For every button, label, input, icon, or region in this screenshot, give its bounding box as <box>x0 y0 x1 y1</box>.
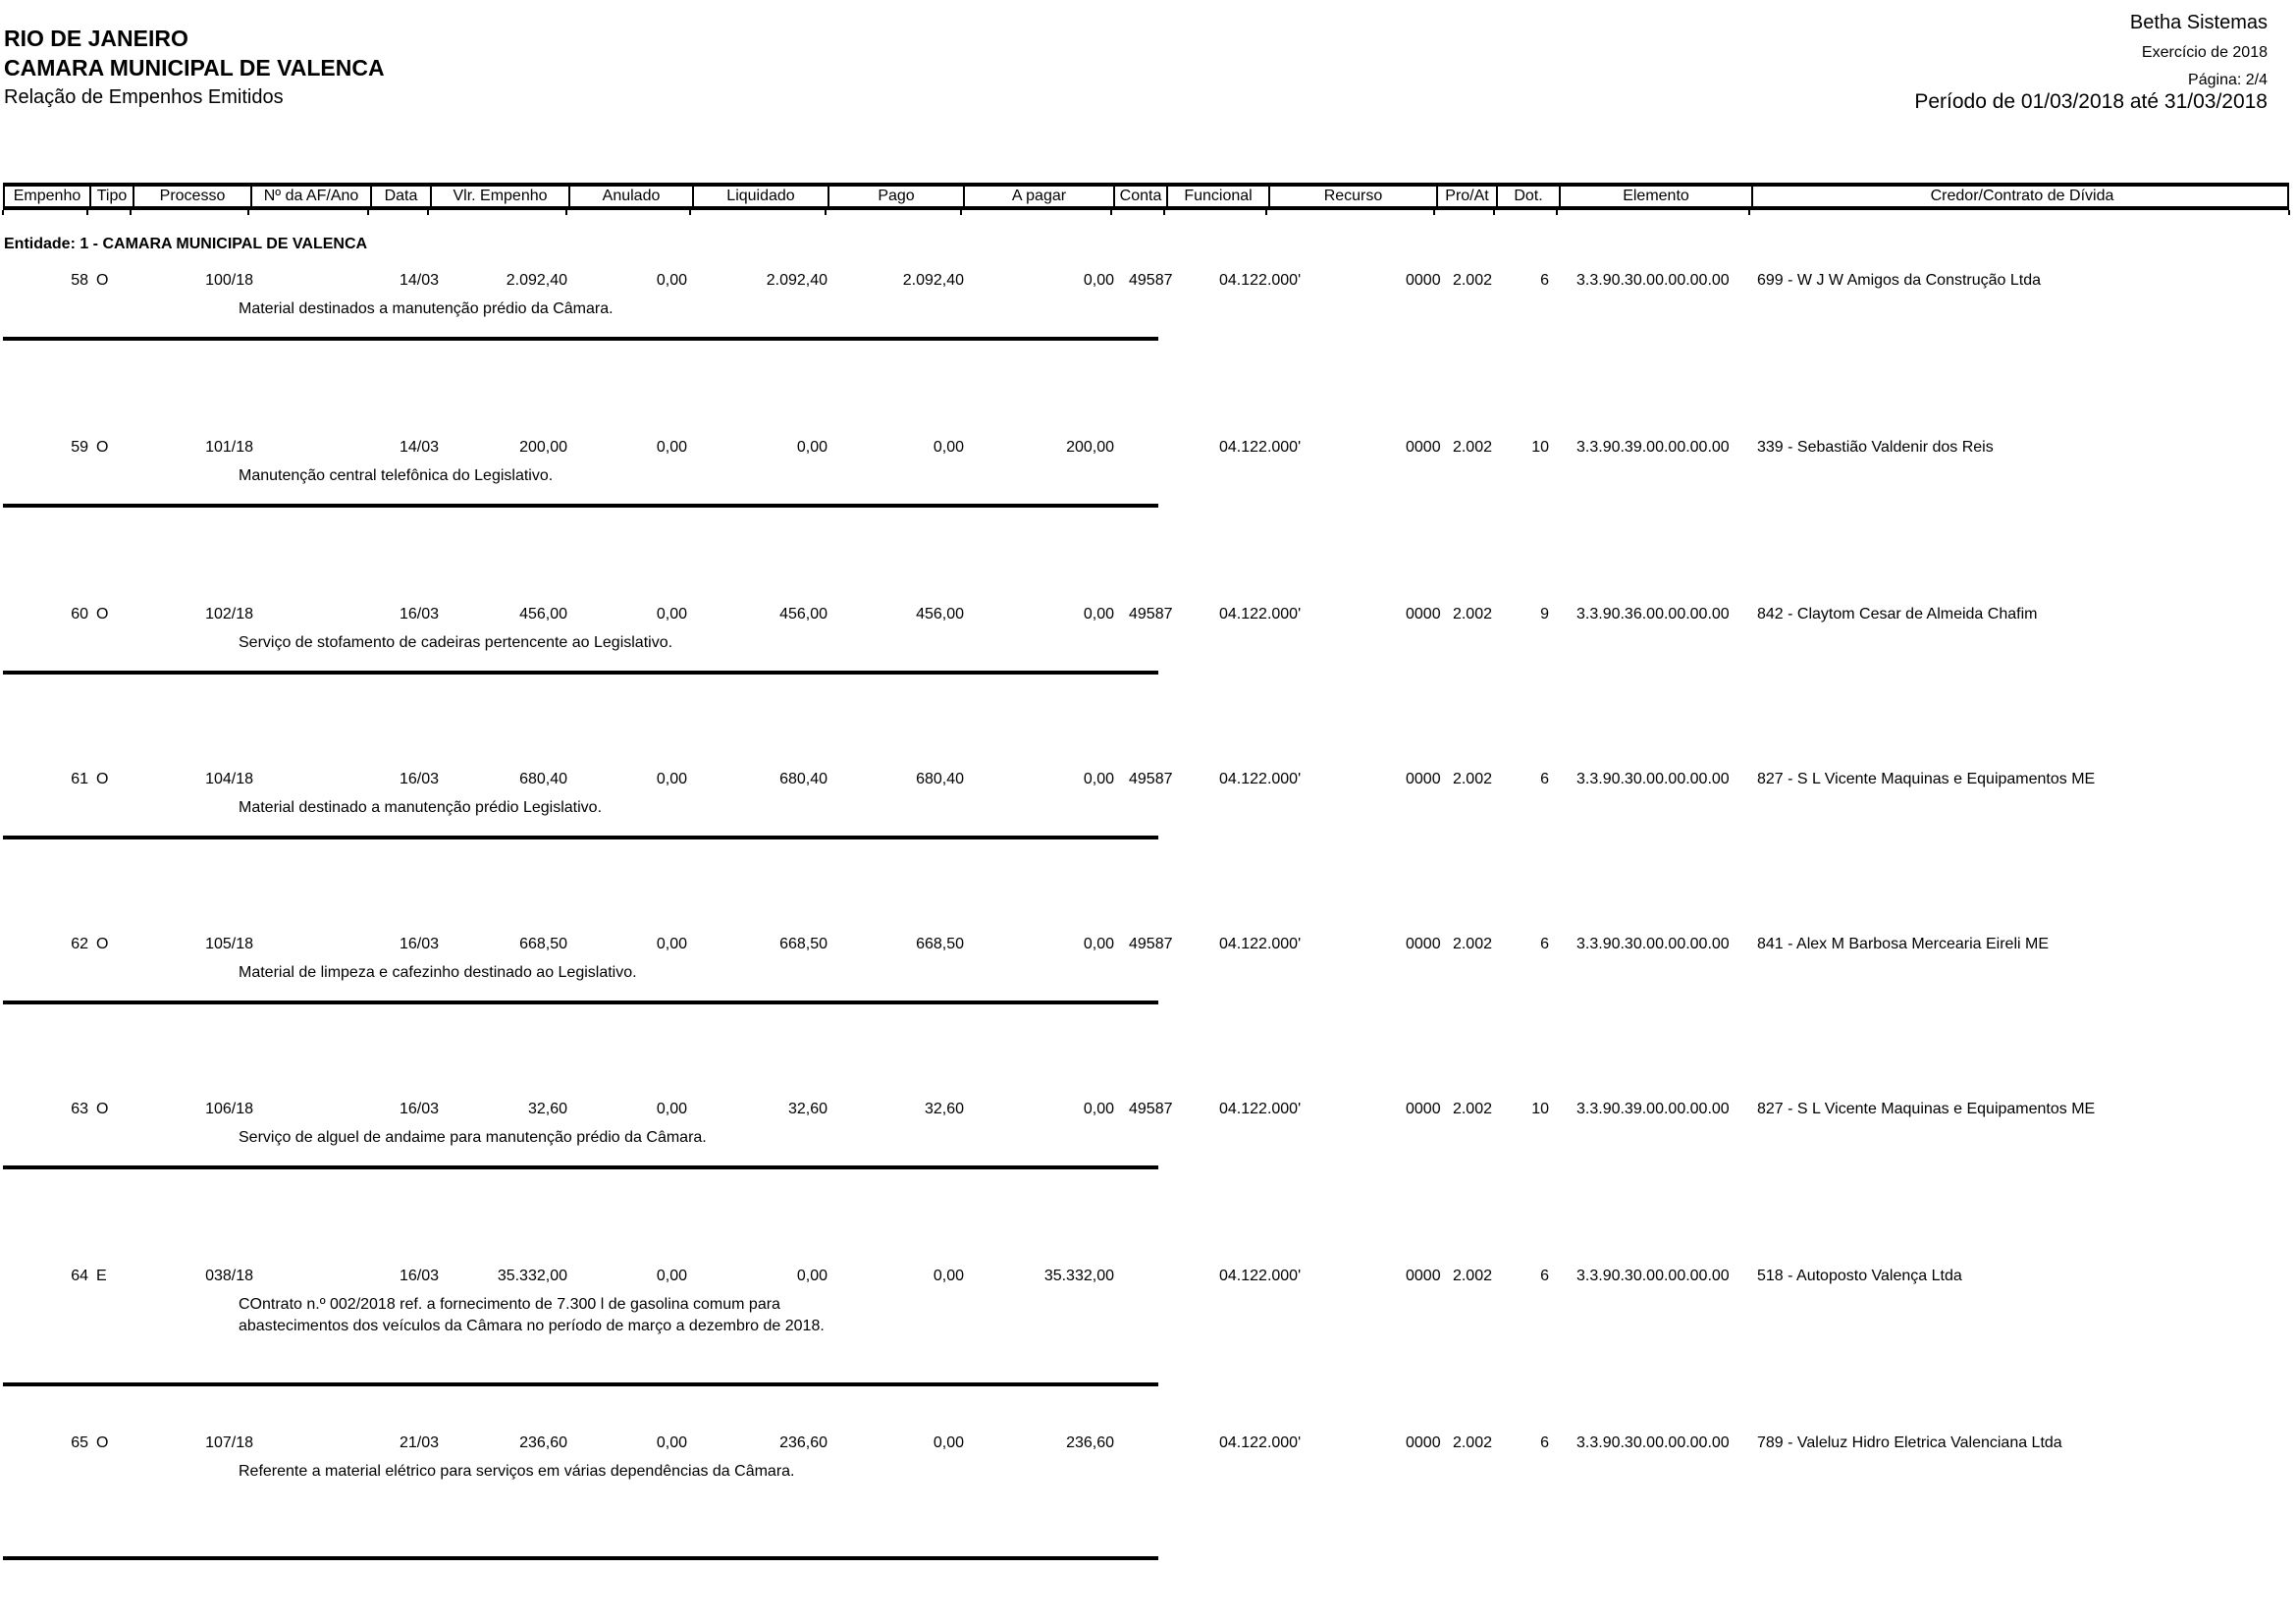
row-description: COntrato n.º 002/2018 ref. a fornecimento de 7.300 l de gasolina comum para abastecimentos dos veículos da Câmara no período de março a dezembro de 2018. <box>239 1296 825 1334</box>
column-tick <box>1433 210 1435 215</box>
exercise-label: Exercício de 2018 <box>2141 44 2268 61</box>
cell-tipo: O <box>96 771 109 787</box>
vendor-name: Betha Sistemas <box>2129 12 2268 33</box>
column-header-2: Tipo <box>89 187 133 206</box>
column-header-1: Empenho <box>13 188 81 204</box>
cell-elemento: 3.3.90.30.00.00.00.00 <box>1576 771 1730 787</box>
cell-tipo: E <box>96 1268 107 1284</box>
cell-processo: 104/18 <box>205 771 253 787</box>
cell-liquidado: 0,00 <box>796 1268 828 1284</box>
column-tick <box>1493 210 1495 215</box>
row-separator-line <box>3 1001 1158 1004</box>
cell-recurso: 0000 <box>1406 606 1441 622</box>
cell-funcional: 04.122.000' <box>1219 272 1302 289</box>
cell-anulado: 0,00 <box>656 606 687 622</box>
column-tick <box>565 210 567 215</box>
cell-pago: 2.092,40 <box>902 272 964 289</box>
page-number: Página: 2/4 <box>2188 72 2268 88</box>
cell-vlr_empenho: 236,60 <box>519 1434 567 1451</box>
cell-pago: 456,00 <box>916 606 964 622</box>
table-row <box>0 1100 2296 1169</box>
cell-data: 14/03 <box>399 439 439 456</box>
row-description: Material de limpeza e cafezinho destinado ao Legislativo. <box>239 964 637 981</box>
cell-credor: 841 - Alex M Barbosa Mercearia Eireli ME <box>1757 936 2049 952</box>
cell-data: 16/03 <box>399 606 439 622</box>
cell-tipo: O <box>96 936 109 952</box>
column-tick <box>367 210 369 215</box>
cell-tipo: O <box>96 272 109 289</box>
cell-dot: 10 <box>1531 439 1549 456</box>
cell-tipo: O <box>96 606 109 622</box>
cell-a_pagar: 0,00 <box>1083 771 1114 787</box>
cell-a_pagar: 0,00 <box>1083 936 1114 952</box>
cell-empenho: 59 <box>71 439 88 456</box>
cell-a_pagar: 35.332,00 <box>1043 1268 1114 1284</box>
cell-credor: 827 - S L Vicente Maquinas e Equipamentos ME <box>1757 1101 2096 1117</box>
table-row <box>0 1434 2296 1560</box>
state-name: RIO DE JANEIRO <box>4 26 188 51</box>
cell-pago: 32,60 <box>924 1101 964 1117</box>
cell-a_pagar: 200,00 <box>1066 439 1114 456</box>
row-description: Serviço de stofamento de cadeiras pertencente ao Legislativo. <box>239 634 673 651</box>
cell-funcional: 04.122.000' <box>1219 439 1302 456</box>
cell-pro_at: 2.002 <box>1452 439 1492 456</box>
cell-elemento: 3.3.90.39.00.00.00.00 <box>1576 1101 1730 1117</box>
cell-elemento: 3.3.90.39.00.00.00.00 <box>1576 439 1730 456</box>
cell-funcional: 04.122.000' <box>1219 936 1302 952</box>
cell-a_pagar: 0,00 <box>1083 272 1114 289</box>
cell-recurso: 0000 <box>1406 1434 1441 1451</box>
cell-elemento: 3.3.90.30.00.00.00.00 <box>1576 936 1730 952</box>
cell-conta: 49587 <box>1129 771 1173 787</box>
cell-vlr_empenho: 35.332,00 <box>497 1268 567 1284</box>
cell-vlr_empenho: 680,40 <box>519 771 567 787</box>
cell-vlr_empenho: 32,60 <box>527 1101 567 1117</box>
cell-empenho: 58 <box>71 272 88 289</box>
cell-recurso: 0000 <box>1406 771 1441 787</box>
column-tick <box>427 210 429 215</box>
cell-elemento: 3.3.90.30.00.00.00.00 <box>1576 1434 1730 1451</box>
cell-vlr_empenho: 200,00 <box>519 439 567 456</box>
cell-data: 16/03 <box>399 936 439 952</box>
cell-liquidado: 0,00 <box>796 439 828 456</box>
column-header-15: Dot. <box>1496 187 1559 206</box>
row-description: Material destinado a manutenção prédio Legislativo. <box>239 799 603 816</box>
column-tick <box>1110 210 1112 215</box>
column-tick <box>825 210 827 215</box>
cell-pro_at: 2.002 <box>1452 272 1492 289</box>
cell-recurso: 0000 <box>1406 936 1441 952</box>
cell-tipo: O <box>96 1434 109 1451</box>
cell-credor: 789 - Valeluz Hidro Eletrica Valenciana Ltda <box>1757 1434 2062 1451</box>
cell-empenho: 64 <box>71 1268 88 1284</box>
row-separator-line <box>3 836 1158 839</box>
cell-credor: 827 - S L Vicente Maquinas e Equipamentos ME <box>1757 771 2096 787</box>
cell-vlr_empenho: 668,50 <box>519 936 567 952</box>
cell-anulado: 0,00 <box>656 1434 687 1451</box>
cell-processo: 105/18 <box>205 936 253 952</box>
cell-dot: 6 <box>1540 1268 1549 1284</box>
cell-liquidado: 236,60 <box>779 1434 828 1451</box>
cell-credor: 339 - Sebastião Valdenir dos Reis <box>1757 439 1994 456</box>
cell-pro_at: 2.002 <box>1452 1434 1492 1451</box>
report-title: Relação de Empenhos Emitidos <box>4 86 284 108</box>
table-row <box>0 438 2296 508</box>
table-row <box>0 271 2296 341</box>
column-header-5: Data <box>370 187 430 206</box>
cell-anulado: 0,00 <box>656 936 687 952</box>
row-separator-line <box>3 671 1158 675</box>
cell-anulado: 0,00 <box>656 272 687 289</box>
column-tick <box>1265 210 1267 215</box>
column-header-17: Credor/Contrato de Dívida <box>1751 187 2291 206</box>
column-header-11: Conta <box>1113 187 1166 206</box>
cell-elemento: 3.3.90.30.00.00.00.00 <box>1576 272 1730 289</box>
column-tick <box>1748 210 1750 215</box>
cell-dot: 9 <box>1540 606 1549 622</box>
column-tick <box>1163 210 1165 215</box>
cell-credor: 518 - Autoposto Valença Ltda <box>1757 1268 1962 1284</box>
cell-empenho: 65 <box>71 1434 88 1451</box>
column-header-12: Funcional <box>1166 187 1268 206</box>
cell-anulado: 0,00 <box>656 439 687 456</box>
cell-vlr_empenho: 2.092,40 <box>506 272 567 289</box>
cell-data: 21/03 <box>399 1434 439 1451</box>
cell-a_pagar: 0,00 <box>1083 1101 1114 1117</box>
row-description: Material destinados a manutenção prédio da Câmara. <box>239 300 614 317</box>
cell-data: 16/03 <box>399 1101 439 1117</box>
cell-liquidado: 668,50 <box>779 936 828 952</box>
cell-processo: 038/18 <box>205 1268 253 1284</box>
cell-funcional: 04.122.000' <box>1219 771 1302 787</box>
cell-anulado: 0,00 <box>656 1101 687 1117</box>
cell-anulado: 0,00 <box>656 1268 687 1284</box>
column-header-3: Processo <box>133 187 250 206</box>
cell-a_pagar: 236,60 <box>1066 1434 1114 1451</box>
row-description: Manutenção central telefônica do Legislativo. <box>239 467 554 484</box>
table-column-header <box>3 183 2289 210</box>
column-header-8: Liquidado <box>692 187 828 206</box>
cell-pago: 680,40 <box>916 771 964 787</box>
cell-dot: 6 <box>1540 936 1549 952</box>
cell-tipo: O <box>96 1101 109 1117</box>
cell-credor: 699 - W J W Amigos da Construção Ltda <box>1757 272 2042 289</box>
cell-pago: 0,00 <box>933 1268 964 1284</box>
row-description: Serviço de alguel de andaime para manutenção prédio da Câmara. <box>239 1129 707 1146</box>
cell-empenho: 60 <box>71 606 88 622</box>
cell-a_pagar: 0,00 <box>1083 606 1114 622</box>
cell-anulado: 0,00 <box>656 771 687 787</box>
organization-name: CAMARA MUNICIPAL DE VALENCA <box>4 55 385 81</box>
table-row <box>0 1267 2296 1386</box>
cell-empenho: 61 <box>71 771 88 787</box>
cell-funcional: 04.122.000' <box>1219 1434 1302 1451</box>
cell-vlr_empenho: 456,00 <box>519 606 567 622</box>
cell-recurso: 0000 <box>1406 1268 1441 1284</box>
cell-liquidado: 32,60 <box>787 1101 828 1117</box>
column-header-10: A pagar <box>963 187 1113 206</box>
cell-dot: 6 <box>1540 771 1549 787</box>
row-separator-line <box>3 504 1158 508</box>
column-tick <box>130 210 132 215</box>
column-header-7: Anulado <box>568 187 692 206</box>
column-tick <box>2 210 4 215</box>
column-header-16: Elemento <box>1559 187 1751 206</box>
cell-funcional: 04.122.000' <box>1219 1101 1302 1117</box>
table-row <box>0 935 2296 1004</box>
cell-elemento: 3.3.90.30.00.00.00.00 <box>1576 1268 1730 1284</box>
cell-dot: 10 <box>1531 1101 1549 1117</box>
column-header-6: Vlr. Empenho <box>430 187 568 206</box>
cell-conta: 49587 <box>1129 936 1173 952</box>
cell-data: 16/03 <box>399 771 439 787</box>
column-tick <box>689 210 691 215</box>
cell-funcional: 04.122.000' <box>1219 1268 1302 1284</box>
cell-processo: 107/18 <box>205 1434 253 1451</box>
cell-funcional: 04.122.000' <box>1219 606 1302 622</box>
cell-dot: 6 <box>1540 272 1549 289</box>
cell-liquidado: 680,40 <box>779 771 828 787</box>
column-header-13: Recurso <box>1268 187 1436 206</box>
cell-elemento: 3.3.90.36.00.00.00.00 <box>1576 606 1730 622</box>
column-tick <box>960 210 962 215</box>
row-description: Referente a material elétrico para serviços em várias dependências da Câmara. <box>239 1463 795 1480</box>
cell-pago: 0,00 <box>933 439 964 456</box>
cell-liquidado: 2.092,40 <box>766 272 828 289</box>
row-separator-line <box>3 1382 1158 1386</box>
column-header-9: Pago <box>828 187 963 206</box>
cell-conta: 49587 <box>1129 1101 1173 1117</box>
cell-processo: 102/18 <box>205 606 253 622</box>
cell-pro_at: 2.002 <box>1452 606 1492 622</box>
cell-pro_at: 2.002 <box>1452 936 1492 952</box>
column-header-14: Pro/At <box>1436 187 1496 206</box>
cell-recurso: 0000 <box>1406 272 1441 289</box>
column-tick <box>247 210 249 215</box>
cell-data: 16/03 <box>399 1268 439 1284</box>
cell-dot: 6 <box>1540 1434 1549 1451</box>
cell-empenho: 63 <box>71 1101 88 1117</box>
entity-heading: Entidade: 1 - CAMARA MUNICIPAL DE VALENCA <box>4 236 368 252</box>
table-row <box>0 770 2296 839</box>
cell-credor: 842 - Claytom Cesar de Almeida Chafim <box>1757 606 2038 622</box>
cell-pago: 0,00 <box>933 1434 964 1451</box>
column-tick <box>2288 210 2290 215</box>
cell-pago: 668,50 <box>916 936 964 952</box>
cell-conta: 49587 <box>1129 272 1173 289</box>
cell-processo: 106/18 <box>205 1101 253 1117</box>
cell-data: 14/03 <box>399 272 439 289</box>
table-row <box>0 605 2296 675</box>
cell-liquidado: 456,00 <box>779 606 828 622</box>
cell-conta: 49587 <box>1129 606 1173 622</box>
row-separator-line <box>3 1556 1158 1560</box>
column-tick <box>86 210 88 215</box>
cell-pro_at: 2.002 <box>1452 1268 1492 1284</box>
cell-empenho: 62 <box>71 936 88 952</box>
cell-tipo: O <box>96 439 109 456</box>
cell-pro_at: 2.002 <box>1452 771 1492 787</box>
row-separator-line <box>3 1165 1158 1169</box>
period-label: Período de 01/03/2018 até 31/03/2018 <box>1914 90 2268 113</box>
column-tick <box>1556 210 1558 215</box>
cell-recurso: 0000 <box>1406 439 1441 456</box>
row-separator-line <box>3 337 1158 341</box>
cell-processo: 101/18 <box>205 439 253 456</box>
cell-processo: 100/18 <box>205 272 253 289</box>
cell-pro_at: 2.002 <box>1452 1101 1492 1117</box>
column-header-4: Nº da AF/Ano <box>250 187 370 206</box>
cell-recurso: 0000 <box>1406 1101 1441 1117</box>
